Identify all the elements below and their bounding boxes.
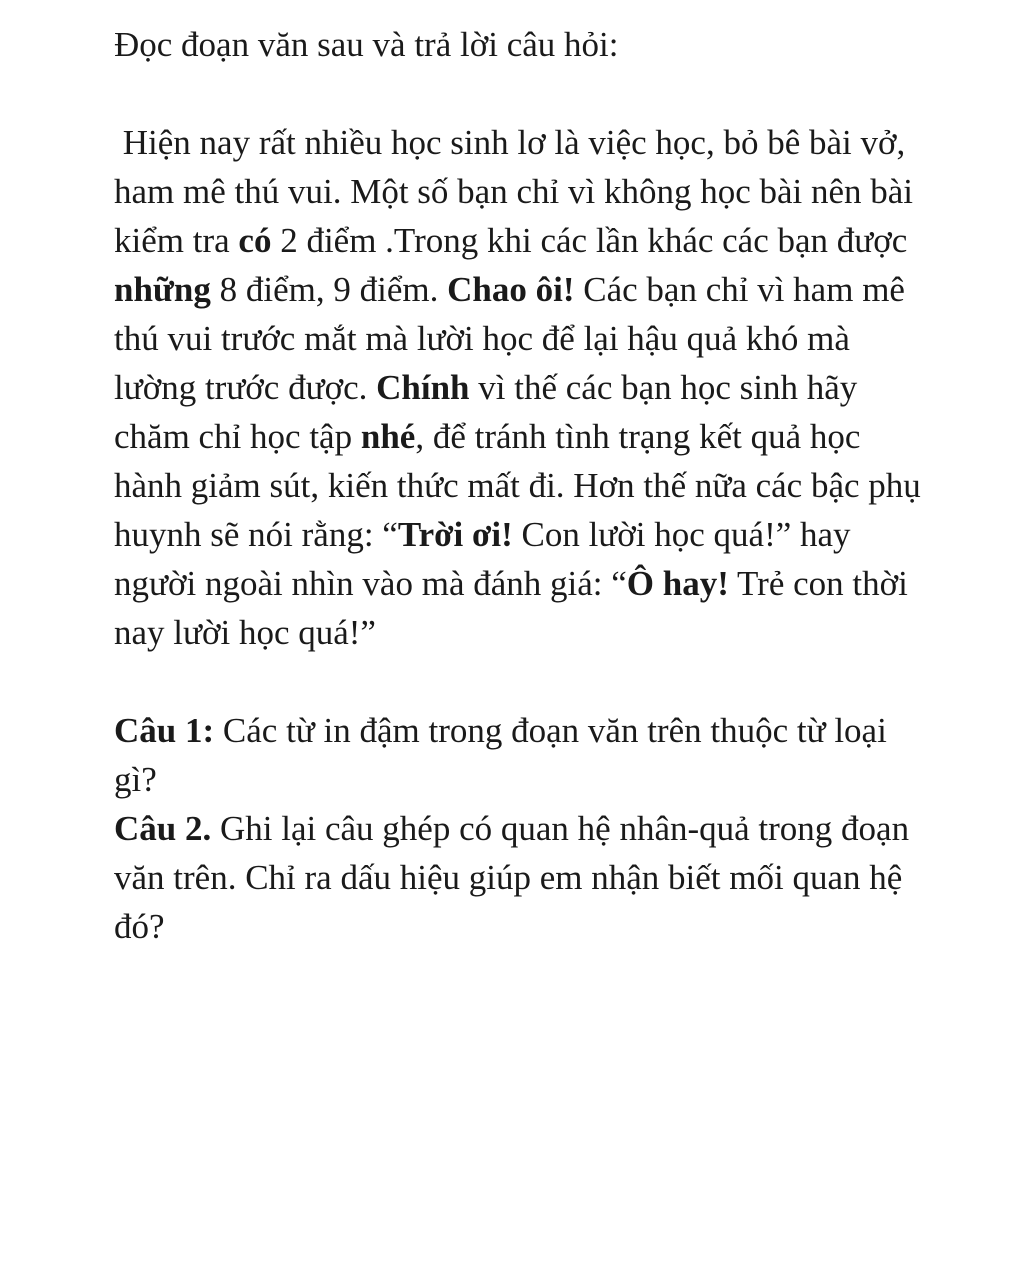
bold-word: nhé [360,417,416,456]
bold-word: có [238,221,272,260]
question-label: Câu 2. [114,809,212,848]
bold-word: Chao ôi! [447,270,575,309]
passage-text: Các bạn chỉ vì ham mê thú vui trước mắt mà lười học để lại hậu quả khó mà lường trước được. [114,270,905,407]
passage-text: , để tránh tình trạng kết quả học hành giảm sút, kiến thức mất đi. Hơn thế nữa các bậc phụ huynh sẽ nói rằng: “ [114,417,921,554]
bold-word: Trời ơi! [397,515,513,554]
bold-word: Ô hay! [626,564,729,603]
passage-text: vì thế các bạn học sinh hãy chăm chỉ học tập [114,368,858,456]
passage-text: Hiện nay rất nhiều học sinh lơ là việc học, bỏ bê bài vở, ham mê thú vui. Một số bạn chỉ vì không học bài nên bài kiểm tra [114,123,914,260]
bold-word: những [114,270,211,309]
question-text: Ghi lại câu ghép có quan hệ nhân-quả trong đoạn văn trên. Chỉ ra dấu hiệu giúp em nhận biết mối quan hệ đó? [114,809,910,946]
passage-text: Trẻ con thời nay lười học quá!” [114,564,908,652]
passage-text: Con lười học quá!” hay người ngoài nhìn vào mà đánh giá: “ [114,515,851,603]
question-2 [114,804,924,951]
passage-text: 8 điểm, 9 điểm. [210,270,448,309]
bold-word: Chính [376,368,470,407]
reading-passage [114,118,924,657]
question-1 [114,706,924,804]
question-label: Câu 1: [114,711,215,750]
instruction-text: Đọc đoạn văn sau và trả lời câu hỏi: [114,25,619,64]
passage-text: 2 điểm .Trong khi các lần khác các bạn được [271,221,908,260]
question-text: Các từ in đậm trong đoạn văn trên thuộc từ loại gì? [114,711,887,799]
